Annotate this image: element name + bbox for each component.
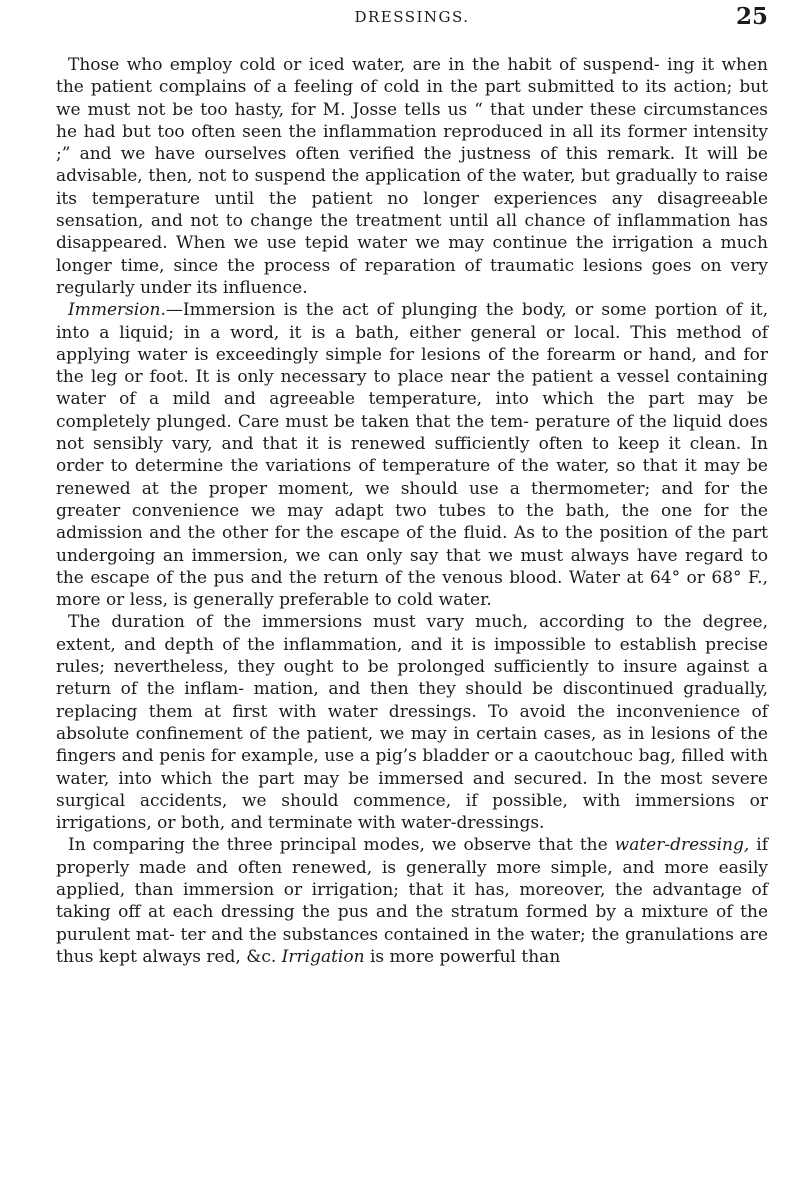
running-title: DRESSINGS. (354, 8, 470, 26)
paragraph-text: The duration of the immersions must vary much, according to the degree, extent, and depth of the inflammation, and it is impossible to establish precise rules; nevertheless, they ought to be prolonged sufficiently to insure against a return of the inflam- mation, and then they should be discontinued gradually, replacing them at first with water dressings. To avoid the inconvenience of absolute confinement of the patient, we may in certain cases, as in lesions of the fingers and penis for example, use a pig’s bladder or a caoutchouc bag, filled with water, into which the part may be immersed and secured. In the most severe surgical accidents, we should commence, if possible, with immersions or irrigations, or both, and terminate with water-dressings. (56, 612, 768, 834)
emphasis-irrigation: Irrigation (281, 946, 365, 967)
paragraph-text: is more powerful than (364, 946, 561, 967)
paragraph (56, 611, 768, 834)
paragraph-text: Those who employ cold or iced water, are in the habit of suspend- ing it when the patient complains of a feeling of cold in the part submitted to its action; but we must not be too hasty, for M. Josse tells us “ that under these circumstances he had but too often seen the inflammation reproduced in all its former intensity ;” and we have ourselves often verified the justness of this remark. It will be advisable, then, not to suspend the application of the water, but gradually to raise its temperature until the patient no longer experiences any disagreeable sensation, and not to change the treatment until all chance of inflammation has disappeared. When we use tepid water we may continue the irrigation a much longer time, since the process of reparation of traumatic lesions goes on very regularly under its influence. (56, 55, 768, 298)
page-number: 25 (735, 3, 768, 30)
paragraph (56, 54, 768, 299)
book-page (56, 0, 768, 1194)
emphasis-water-dressing: water-dressing, (614, 835, 750, 856)
paragraph (56, 834, 768, 968)
section-heading-immersion: Immersion. (68, 300, 166, 321)
body-text (56, 54, 768, 968)
running-head (56, 0, 768, 40)
paragraph-text: —Immersion is the act of plunging the body, or some portion of it, into a liquid; in a word, it is a bath, either general or local. This method of applying water is exceedingly simple for lesions of the forearm or hand, and for the leg or foot. It is only necessary to place near the patient a vessel containing water of a mild and agreeable temperature, into which the part may be completely plunged. Care must be taken that the tem- perature of the liquid does not sensibly vary, and that it is renewed sufficiently often to keep it clean. In order to determine the variations of temperature of the water, so that it may be renewed at the proper moment, we should use a thermometer; and for the greater convenience we may adapt two tubes to the bath, the one for the admission and the other for the escape of the fluid. As to the position of the part undergoing an immersion, we can only say that we must always have regard to the escape of the pus and the return of the venous blood. Water at 64° or 68° F., more or less, is generally preferable to cold water. (56, 300, 768, 611)
paragraph-text: In comparing the three principal modes, we observe that the (68, 835, 615, 856)
paragraph (56, 299, 768, 611)
paragraph-text: if properly made and often renewed, is generally more simple, and more easily applied, than immersion or irrigation; that it has, moreover, the advantage of taking off at each dressing the pus and the stratum formed by a mixture of the purulent mat- ter and the substances contained in the water; the granulations are thus kept always red, &c. (56, 835, 768, 967)
